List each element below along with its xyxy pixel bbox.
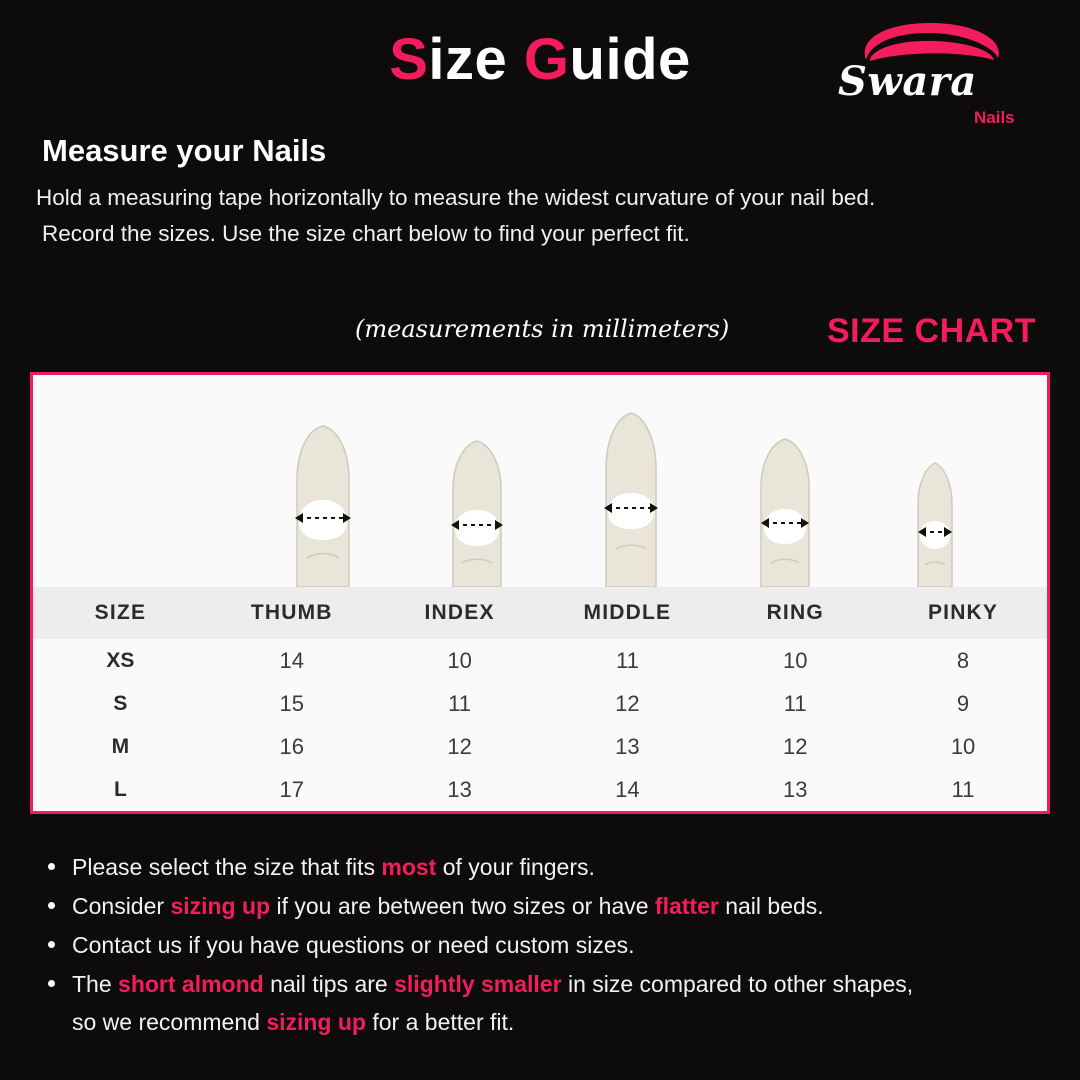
cell-size: S [113,691,128,715]
list-item [40,965,1050,1041]
bullet-icon [48,902,55,909]
measure-line-2: Record the sizes. Use the size chart below to find your perfect fit. [42,221,690,246]
table-row [33,682,1047,725]
measure-heading: Measure your Nails [42,133,327,168]
note-text: Consider sizing up if you are between two sizes or have flatter nail beds. [72,893,824,919]
cell-index: 12 [447,733,472,759]
cell-thumb: 16 [279,733,304,759]
note-text: The short almond nail tips are slightly smaller in size compared to other shapes, so we recommend sizing up for a better fit. [72,971,914,1035]
cell-middle: 11 [615,647,639,673]
cell-ring: 13 [782,776,808,802]
cell-middle: 14 [615,776,640,802]
cell-index: 13 [447,776,472,802]
size-chart-label: SIZE CHART [827,312,1036,350]
units-note: (measurements in millimeters) [355,315,730,343]
cell-middle: 12 [615,690,640,716]
cell-index: 10 [447,647,472,673]
cell-ring: 10 [782,647,808,673]
title-accent-s: S [389,27,429,92]
cell-pinky: 10 [950,733,976,759]
title-uide: uide [569,27,691,92]
brand-logo [838,20,1048,130]
nail-illustrations [33,375,1047,587]
nail-illustration-middle [589,409,673,587]
col-header-size: SIZE [94,601,147,624]
cell-pinky: 9 [956,690,970,716]
size-chart-card [30,372,1050,814]
note-text: Contact us if you have questions or need custom sizes. [72,932,635,958]
nail-illustration-thumb [277,422,369,587]
cell-size: M [111,734,130,758]
logo-wordmark: Swara [838,58,977,105]
list-item [40,926,1050,964]
col-header-middle: MIDDLE [583,601,672,624]
list-item [40,887,1050,925]
logo-subtext: Nails [974,108,1015,127]
table-row [33,725,1047,768]
table-header-row [33,587,1047,639]
bullet-icon [48,941,55,948]
nail-illustration-ring [745,435,825,587]
cell-middle: 13 [615,733,640,759]
notes-list [40,848,1050,1042]
table-row [33,639,1047,682]
cell-thumb: 17 [279,776,304,802]
title-accent-g: G [523,27,570,92]
cell-pinky: 11 [951,776,975,802]
note-text: Please select the size that fits most of your fingers. [72,854,595,880]
cell-size: XS [106,648,135,672]
nail-illustration-index [437,437,517,587]
cell-thumb: 14 [279,647,304,673]
col-header-pinky: PINKY [927,601,999,624]
nail-illustration-pinky [905,459,965,587]
list-item [40,848,1050,886]
col-header-thumb: THUMB [250,601,333,624]
cell-pinky: 8 [956,647,970,673]
cell-ring: 12 [782,733,808,759]
title-ize: ize [428,27,524,92]
cell-ring: 11 [783,690,807,716]
cell-thumb: 15 [279,690,304,716]
col-header-index: INDEX [424,601,495,624]
col-header-ring: RING [766,601,824,624]
bullet-icon [48,863,55,870]
measure-line-1: Hold a measuring tape horizontally to measure the widest curvature of your nail bed. [36,185,876,210]
cell-index: 11 [448,690,471,716]
bullet-icon [48,980,55,987]
table-row [33,768,1047,811]
measure-instructions [36,180,1046,252]
cell-size: L [114,777,127,801]
